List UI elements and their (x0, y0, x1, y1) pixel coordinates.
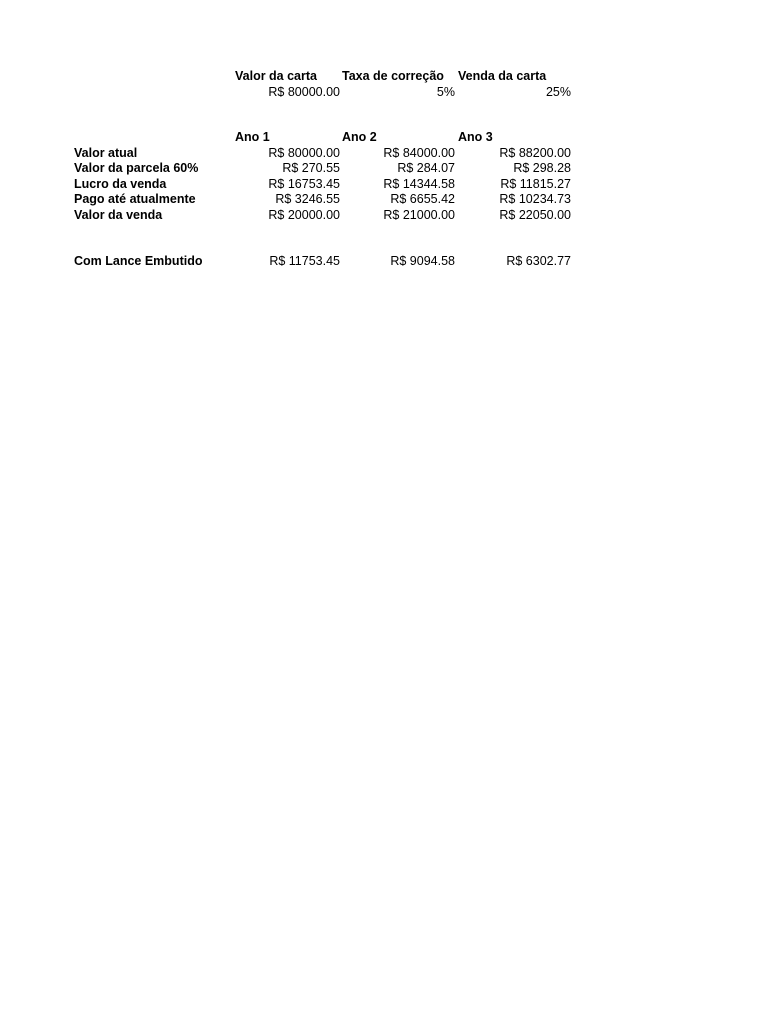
cell-valor-atual-ano2: R$ 84000.00 (383, 146, 455, 160)
value-valor-da-carta: R$ 80000.00 (268, 85, 340, 99)
header-venda-da-carta: Venda da carta (458, 69, 547, 83)
cell-valor-atual-ano3: R$ 88200.00 (499, 146, 571, 160)
cell-valor-da-parcela-ano1: R$ 270.55 (282, 161, 340, 175)
cell-com-lance-embutido-ano1: R$ 11753.45 (269, 254, 340, 268)
year-header-1: Ano 1 (235, 130, 270, 144)
cell-pago-ate-atualmente-ano3: R$ 10234.73 (499, 192, 571, 206)
row-label-valor-atual: Valor atual (74, 146, 138, 160)
row-label-pago-ate-atualmente: Pago até atualmente (74, 192, 196, 206)
cell-lucro-da-venda-ano1: R$ 16753.45 (268, 177, 340, 191)
value-venda-da-carta: 25% (545, 85, 571, 99)
cell-valor-da-venda-ano2: R$ 21000.00 (383, 208, 455, 222)
cell-valor-da-venda-ano1: R$ 20000.00 (268, 208, 340, 222)
row-label-com-lance-embutido: Com Lance Embutido (74, 254, 203, 268)
row-label-lucro-da-venda: Lucro da venda (74, 177, 167, 191)
year-header-2: Ano 2 (342, 130, 377, 144)
row-label-valor-da-venda: Valor da venda (74, 208, 163, 222)
cell-valor-da-parcela-ano3: R$ 298.28 (513, 161, 571, 175)
value-taxa-de-correcao: 5% (436, 85, 455, 99)
cell-pago-ate-atualmente-ano2: R$ 6655.42 (390, 192, 455, 206)
cell-valor-da-venda-ano3: R$ 22050.00 (499, 208, 571, 222)
year-header-3: Ano 3 (458, 130, 493, 144)
cell-pago-ate-atualmente-ano1: R$ 3246.55 (275, 192, 340, 206)
cell-valor-atual-ano1: R$ 80000.00 (268, 146, 340, 160)
cell-lucro-da-venda-ano3: R$ 11815.27 (500, 177, 571, 191)
cell-com-lance-embutido-ano3: R$ 6302.77 (506, 254, 571, 268)
cell-valor-da-parcela-ano2: R$ 284.07 (397, 161, 455, 175)
cell-com-lance-embutido-ano2: R$ 9094.58 (390, 254, 455, 268)
header-taxa-de-correcao: Taxa de correção (342, 69, 444, 83)
cell-lucro-da-venda-ano2: R$ 14344.58 (383, 177, 455, 191)
row-label-valor-da-parcela: Valor da parcela 60% (74, 161, 199, 175)
header-valor-da-carta: Valor da carta (235, 69, 317, 83)
